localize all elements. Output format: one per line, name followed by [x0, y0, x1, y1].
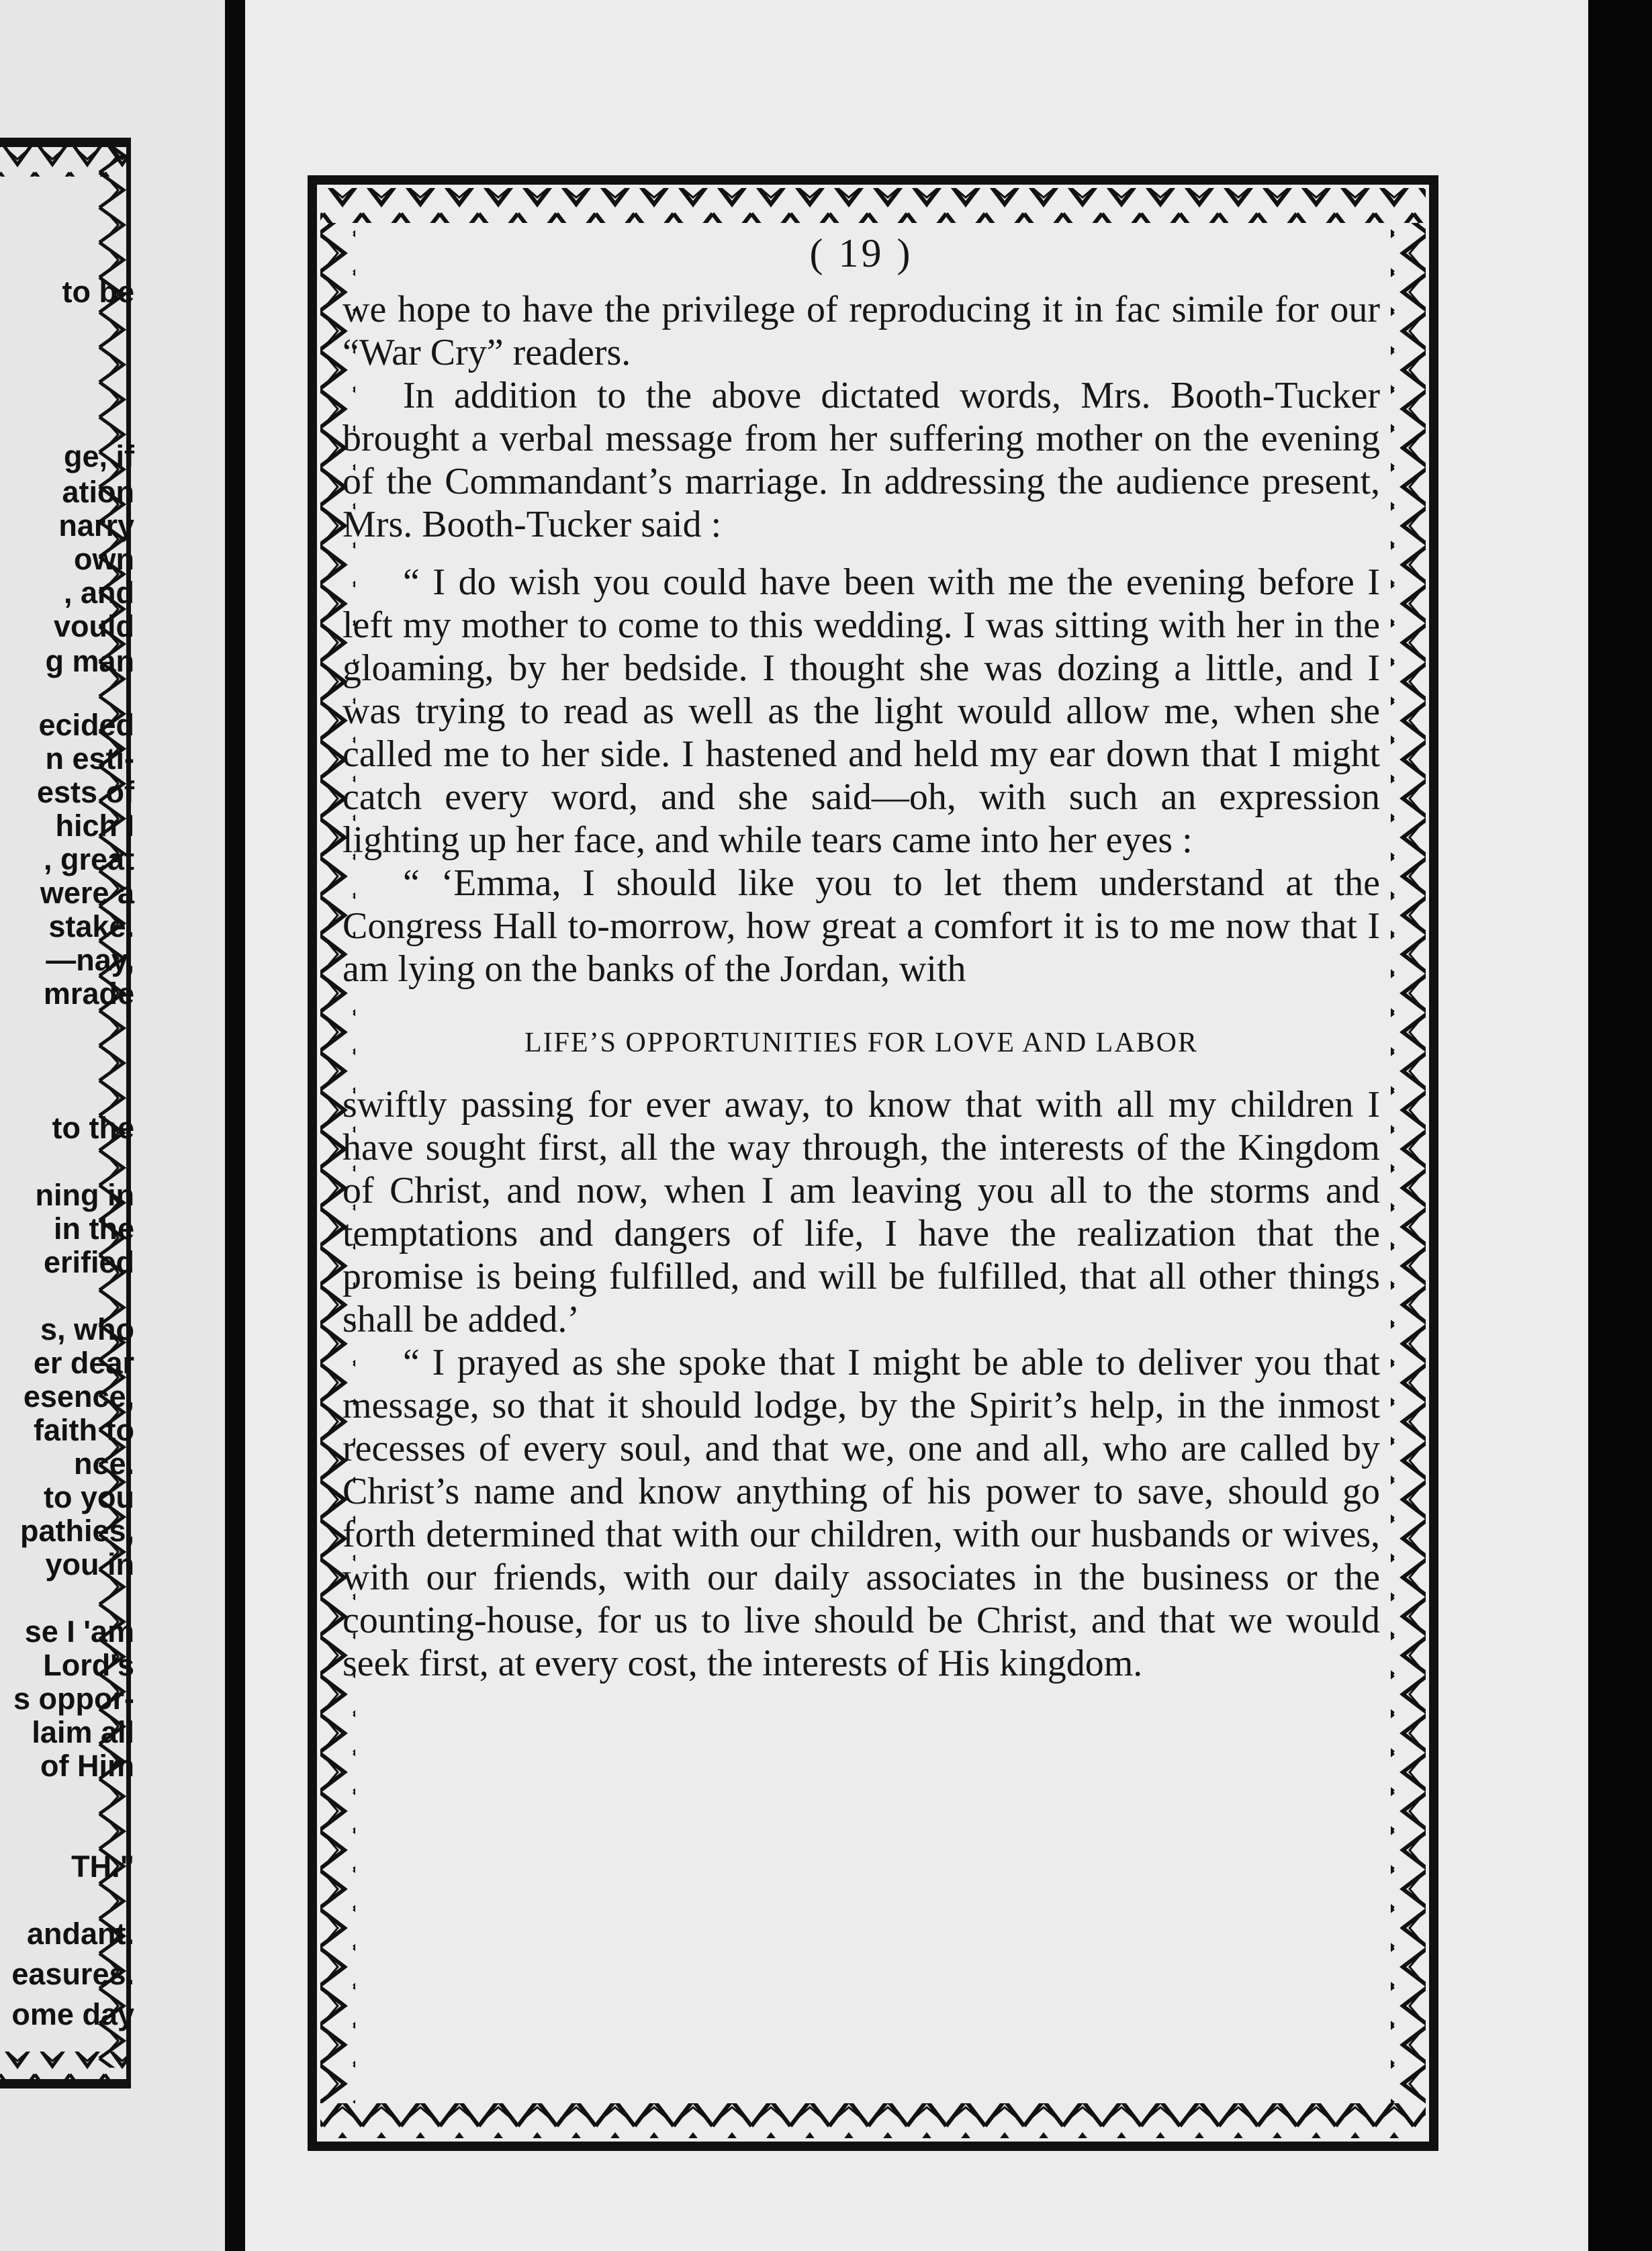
- book-gutter: [225, 0, 245, 2251]
- previous-page-line: andant.: [26, 1917, 134, 1951]
- previous-page-line: esence,: [23, 1379, 134, 1414]
- paragraph: we hope to have the privilege of reproducing it in fac simile for our “War Cry” readers.: [342, 289, 1380, 373]
- previous-page-line: , and: [63, 576, 134, 610]
- previous-page-line: mrade: [43, 976, 134, 1011]
- previous-page-line: ning in: [35, 1178, 134, 1212]
- previous-page-line: erified: [43, 1245, 134, 1279]
- paragraphs-before-heading: [342, 288, 1380, 991]
- previous-page-line: own: [74, 542, 134, 576]
- scan-edge: [1588, 0, 1652, 2251]
- page-text: [342, 232, 1380, 1685]
- previous-page-line: , great: [43, 842, 134, 876]
- paragraph: In addition to the above dictated words, Mrs. Booth-Tucker brought a verbal message from her suffering mother on the evening of the Commandant’s marriage. In addressing the audience present, Mrs. Booth-Tucker said :: [342, 375, 1380, 545]
- previous-page-line: of Him: [40, 1749, 134, 1783]
- previous-page-line: you in: [45, 1547, 134, 1581]
- section-heading: LIFE’S OPPORTUNITIES FOR LOVE AND LABOR: [524, 1027, 1199, 1058]
- previous-page-line: narry: [58, 508, 134, 543]
- previous-page-line: easures.: [11, 1957, 134, 1991]
- previous-page-line: —nay,: [46, 943, 134, 977]
- previous-page-line: to be: [62, 275, 134, 309]
- page-number: ( 19 ): [809, 231, 913, 275]
- previous-page-line: pathies,: [19, 1514, 134, 1548]
- previous-page-line: g man: [45, 644, 134, 678]
- previous-page-line: ecided: [38, 708, 134, 742]
- paragraph: “ ‘Emma, I should like you to let them understand at the Congress Hall to-morrow, how great a comfort it is to me now that I am lying on the banks of the Jordan, with: [342, 862, 1380, 990]
- previous-page-line: were a: [40, 876, 134, 910]
- previous-page-line: in the: [54, 1211, 134, 1246]
- previous-page: [0, 0, 225, 2251]
- previous-page-line: Lord's: [43, 1648, 134, 1682]
- paragraph: “ I prayed as she spoke that I might be able to deliver you that message, so that it should lodge, by the Spirit’s help, in the inmost recesses of every soul, and that we, one and all, who are called by Christ’s name and know anything of his power to save, should go forth determined that with our children, with our husbands or wives, with our friends, with our daily associates in the business or the counting-house, for us to live should be Christ, and that we would seek first, at every cost, the interests of His kingdom.: [342, 1342, 1380, 1684]
- previous-page-line: er dear: [33, 1346, 134, 1380]
- previous-page-line: nce.: [73, 1446, 134, 1481]
- previous-page-line: faith to: [34, 1413, 134, 1447]
- previous-page-line: hich I: [55, 809, 134, 843]
- paragraph: swiftly passing for ever away, to know that with all my children I have sought first, all the way through, the interests of the Kingdom of Christ, and now, when I am leaving you all to the storms and temptations and dangers of life, I have the realization that the promise is being fulfilled, and will be fulfilled, that all other things shall be added.’: [342, 1084, 1380, 1340]
- previous-page-line: laim all: [32, 1715, 134, 1749]
- previous-page-line: to you: [44, 1480, 134, 1514]
- previous-page-line: ation: [62, 475, 134, 509]
- current-page: [245, 0, 1588, 2251]
- previous-page-line: vould: [54, 609, 134, 643]
- previous-page-line: TH.": [71, 1849, 134, 1884]
- previous-page-line: stake.: [48, 909, 134, 944]
- previous-page-line: s, who: [40, 1312, 134, 1346]
- previous-page-line: ome day: [11, 1997, 134, 2031]
- previous-page-line: ge, if: [63, 439, 134, 473]
- previous-page-line: n esti-: [45, 741, 134, 776]
- previous-page-line: ests of: [36, 775, 134, 809]
- previous-page-line: to the: [52, 1111, 134, 1145]
- paragraph: “ I do wish you could have been with me the evening before I left my mother to come to this wedding. I was sitting with her in the gloaming, by her bedside. I thought she was dozing a little, and I was trying to read as well as the light would allow me, when she called me to her side. I hastened and held my ear down that I might catch every word, and she said—oh, with such an expression lighting up her face, and while tears came into her eyes :: [342, 561, 1380, 861]
- previous-page-line: s oppor-: [13, 1682, 134, 1716]
- paragraphs-after-heading: [342, 1083, 1380, 1685]
- previous-page-line: se I 'am: [24, 1614, 134, 1649]
